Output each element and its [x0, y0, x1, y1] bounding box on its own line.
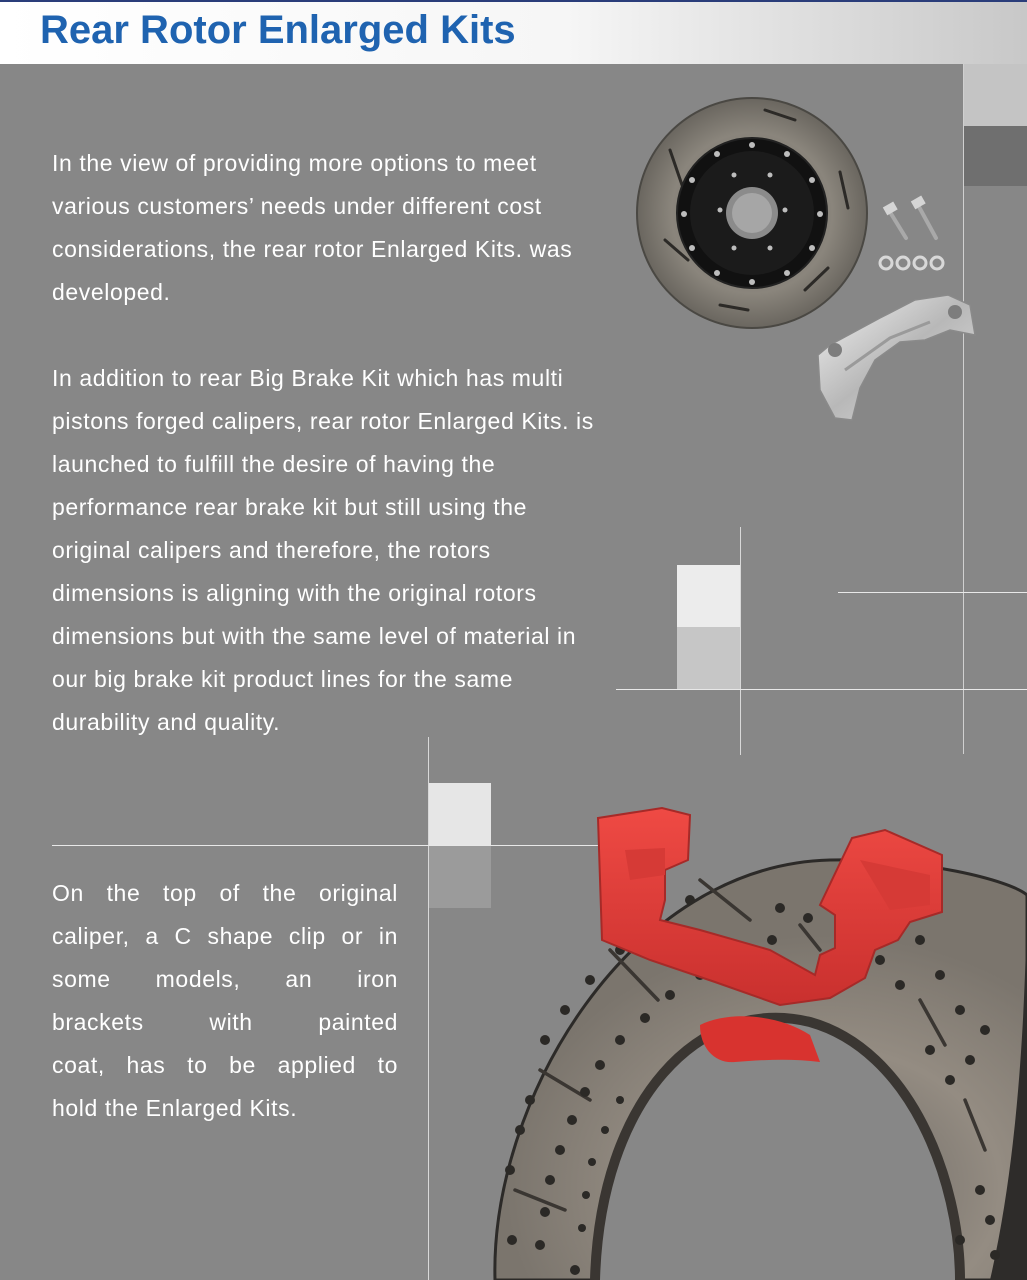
clip-paragraph — [52, 872, 398, 1130]
text-line: caliper, a C shape clip or in — [52, 923, 398, 949]
text-line: hold the Enlarged Kits. — [52, 1095, 298, 1121]
page-title: Rear Rotor Enlarged Kits — [40, 8, 516, 52]
deco-line — [616, 689, 1027, 690]
intro-paragraph — [52, 142, 652, 314]
header-bar — [0, 0, 1027, 64]
detail-paragraph — [52, 357, 672, 744]
text-line: some models, an iron — [52, 966, 398, 992]
text-line: dimensions but with the same level of material in — [52, 623, 577, 649]
text-line: considerations, the rear rotor Enlarged Kits. was — [52, 236, 573, 262]
text-line: developed. — [52, 279, 171, 305]
text-line: On the top of the original — [52, 880, 398, 906]
rotor-kit-image — [630, 90, 990, 430]
deco-line — [428, 737, 429, 1280]
text-line: In the view of providing more options to meet — [52, 150, 537, 176]
deco-square — [428, 783, 491, 845]
deco-square — [677, 565, 740, 627]
text-line: various customers’ needs under different cost — [52, 193, 542, 219]
drilled-rotor-image — [490, 800, 1027, 1280]
deco-line — [838, 592, 1027, 593]
text-line: coat, has to be applied to — [52, 1052, 398, 1078]
text-line: In addition to rear Big Brake Kit which has multi — [52, 365, 564, 391]
text-line: launched to fulfill the desire of having the — [52, 451, 496, 477]
text-line: performance rear brake kit but still using the — [52, 494, 528, 520]
deco-square — [677, 627, 740, 689]
text-line: original calipers and therefore, the rotors — [52, 537, 491, 563]
text-line: dimensions is aligning with the original rotors — [52, 580, 537, 606]
text-line: durability and quality. — [52, 709, 281, 735]
text-line: pistons forged calipers, rear rotor Enlarged Kits. is — [52, 408, 594, 434]
deco-square — [428, 845, 491, 908]
text-line: brackets with painted — [52, 1009, 398, 1035]
deco-line — [740, 527, 741, 755]
text-line: our big brake kit product lines for the same — [52, 666, 514, 692]
